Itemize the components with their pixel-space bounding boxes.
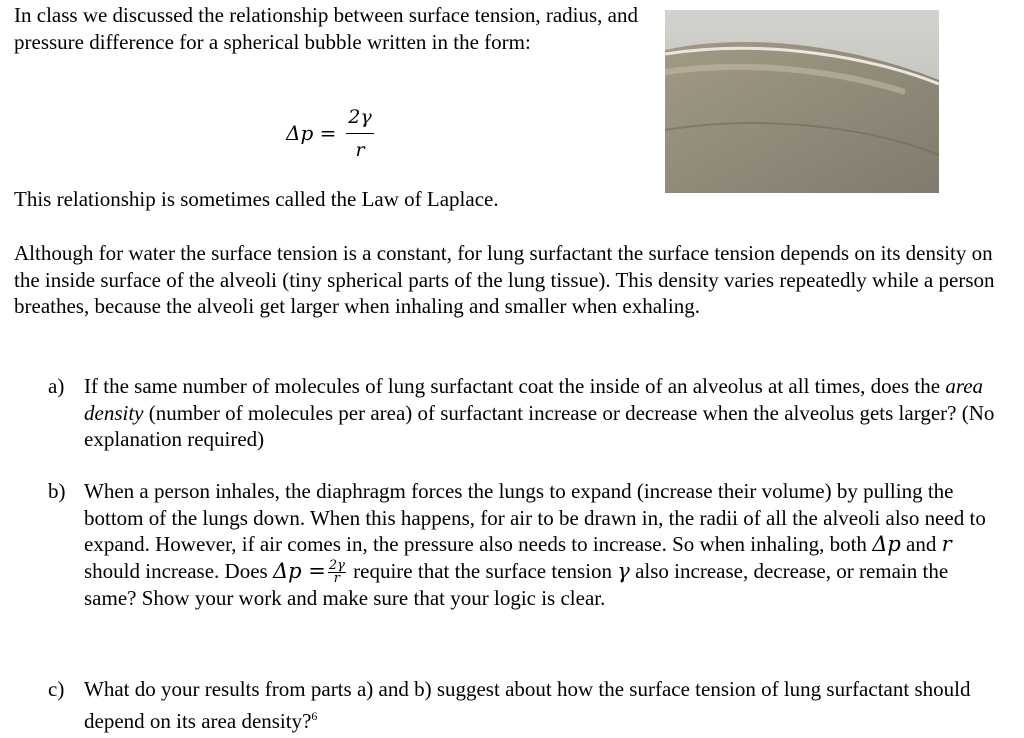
question-c-text: What do your results from parts a) and b) suggest about how the surface tension of lung surfactant should depend on its area density?$^6$	[84, 677, 971, 733]
equation-numerator: 2γ	[348, 106, 372, 128]
gamma-symbol: γ	[617, 558, 630, 583]
r-symbol: r	[941, 532, 952, 556]
laplace-sentence: This relationship is sometimes called the Law of Laplace.	[14, 187, 499, 211]
although-paragraph: Although for water the surface tension is a constant, for lung surfactant the surface tension depends on its density on the inside surface of the alveoli (tiny spherical parts of the lung tissue). This density varies repeatedly while a person breathes, because the alveoli get larger when inhaling and smaller when exhaling.	[14, 241, 995, 318]
delta-p-symbol: Δp	[872, 532, 901, 556]
area-density-emphasis: area density	[84, 374, 984, 425]
inline-equation-lhs: Δp =	[272, 558, 326, 583]
question-c-marker: c)	[48, 677, 65, 701]
question-a-text: If the same number of molecules of lung surfactant coat the inside of an alveolus at all times, does the area density (number of molecules per area) of surfactant increase or decrease when the alveolus gets larger? (No explanation required)	[84, 374, 995, 451]
equation-lhs: Δp =	[286, 121, 337, 145]
beaker-photo	[665, 10, 939, 193]
inline-fraction: $\frac{2\gamma}{r}$	[328, 558, 345, 587]
equation-denominator: r	[355, 139, 365, 161]
intro-paragraph: In class we discussed the relationship between surface tension, radius, and pressure difference for a spherical bubble written in the form:	[14, 3, 638, 54]
question-b-text: When a person inhales, the diaphragm forces the lungs to expand (increase their volume) by pulling the bottom of the lungs down. When this happens, for air to be drawn in, the radii of all the alveoli also need to expand. However, if air comes in, the pressure also needs to increase. So when inhaling, both Δp and r should increase. Does Δp = $\frac{2\gamma}{r}$ require that the surface tension γ also increase, decrease, or remain the same? Show your work and make sure that your logic is clear.	[84, 479, 986, 611]
question-b-marker: b)	[48, 479, 66, 503]
question-a-marker: a)	[48, 374, 65, 398]
equation-fraction-bar	[346, 133, 374, 134]
footnote-mark: 6	[311, 708, 318, 723]
